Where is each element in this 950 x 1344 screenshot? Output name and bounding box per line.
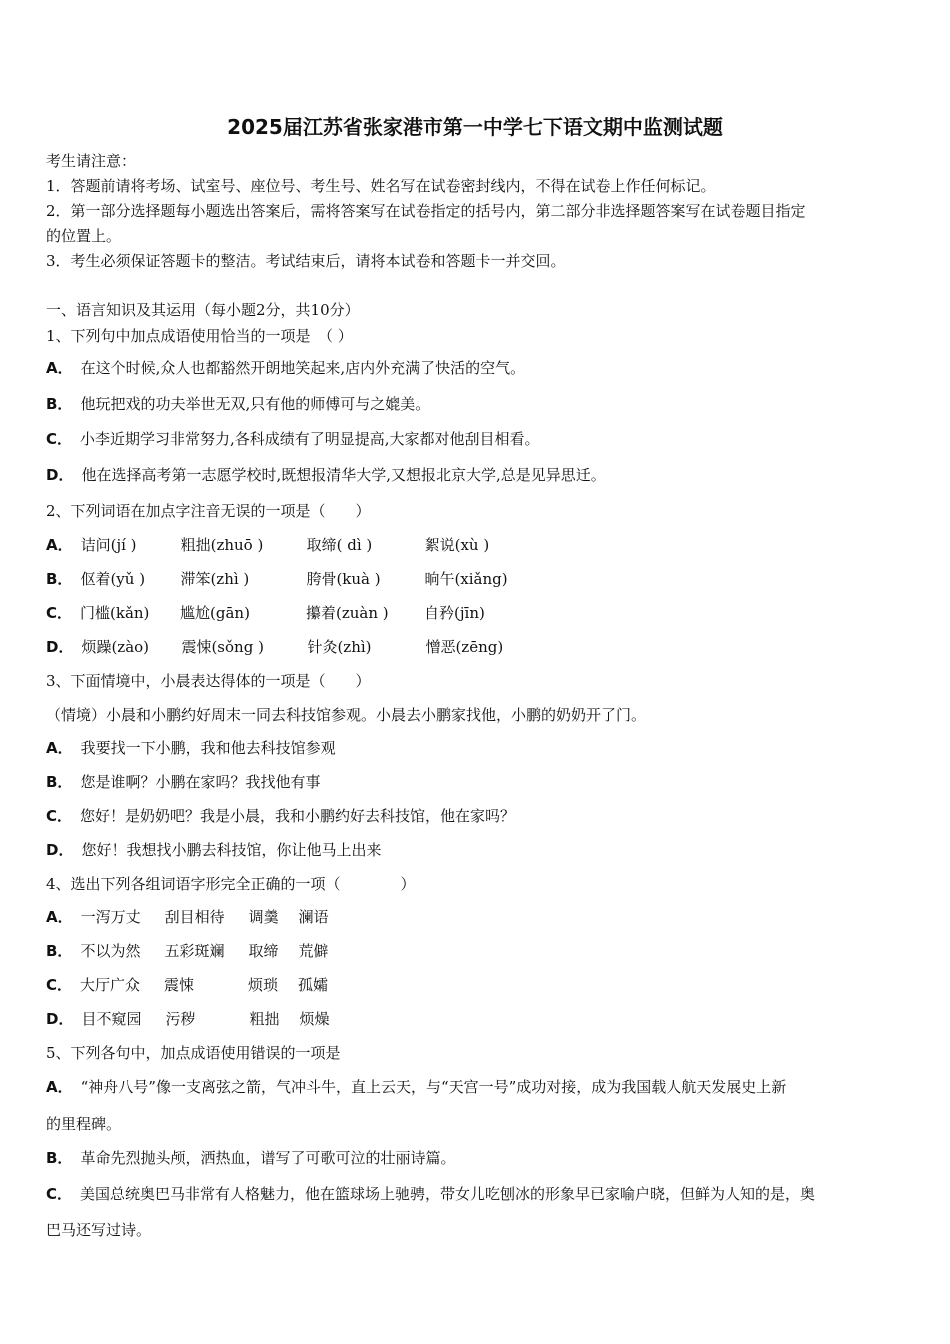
word: 澜语 xyxy=(298,908,329,926)
word: 五彩斑斓 xyxy=(164,942,225,960)
q3-stem: 3、下面情境中，小晨表达得体的一项是（ ） xyxy=(46,672,371,690)
q4-option-a xyxy=(46,907,910,927)
option-label: C． xyxy=(46,1185,73,1203)
option-text: “神舟八号”像一支离弦之箭，气冲斗牛，直上云天，与“天宫一号”成功对接，成为我国载人航天发展史上新 xyxy=(80,1078,787,1096)
option-text: 我要找一下小鹏，我和他去科技馆参观 xyxy=(80,739,336,757)
option-label: A． xyxy=(46,359,73,377)
word: 晌午(xiǎng) xyxy=(424,570,508,588)
q1-option-d xyxy=(46,465,910,485)
q4-option-c xyxy=(46,975,910,995)
option-text: 他玩把戏的功夫举世无双,只有他的师傅可与之媲美。 xyxy=(80,395,431,413)
option-label: A． xyxy=(46,536,73,554)
q4-stem: 4、选出下列各组词语字形完全正确的一项（ ） xyxy=(46,875,416,893)
option-label: B． xyxy=(46,570,73,588)
q5-option-c-cont: 巴马还写过诗。 xyxy=(46,1221,152,1239)
q5-stem: 5、下列各句中，加点成语使用错误的一项是 xyxy=(46,1044,341,1062)
option-label: D． xyxy=(46,638,74,656)
q3-option-b xyxy=(46,772,910,792)
q1-stem: 1、下列句中加点成语使用恰当的一项是 （ ） xyxy=(46,327,353,345)
option-label: B． xyxy=(46,942,73,960)
word: 诘问(jí ) xyxy=(80,536,137,554)
option-text: 在这个时候,众人也都豁然开朗地笑起来,店内外充满了快活的空气。 xyxy=(80,359,526,377)
word: 震悚 xyxy=(164,976,195,994)
notice-item-3: 3．考生必须保证答题卡的整洁。考试结束后，请将本试卷和答题卡一并交回。 xyxy=(46,252,566,270)
option-label: C． xyxy=(46,976,73,994)
q1-option-b xyxy=(46,394,910,414)
q3-context: （情境）小晨和小鹏约好周末一同去科技馆参观。小晨去小鹏家找他，小鹏的奶奶开了门。 xyxy=(46,706,647,724)
q3-option-c xyxy=(46,806,910,826)
word: 针灸(zhì) xyxy=(307,638,372,656)
word: 粗拙(zhuō ) xyxy=(180,536,264,554)
word: 污秽 xyxy=(165,1010,196,1028)
word: 滞笨(zhì ) xyxy=(180,570,250,588)
q2-stem: 2、下列词语在加点字注音无误的一项是（ ） xyxy=(46,502,371,520)
option-label: A． xyxy=(46,1078,73,1096)
word: 胯骨(kuà ) xyxy=(306,570,381,588)
notice-heading: 考生请注意： xyxy=(46,152,137,170)
option-label: B． xyxy=(46,395,73,413)
q2-option-b xyxy=(46,569,910,589)
option-text: 您好！是奶奶吧？我是小晨，我和小鹏约好去科技馆，他在家吗？ xyxy=(80,807,516,825)
word: 刮目相待 xyxy=(164,908,225,926)
word: 粗拙 xyxy=(249,1010,280,1028)
word: 大厅广众 xyxy=(80,976,141,994)
word: 调羹 xyxy=(248,908,279,926)
word: 一泻万丈 xyxy=(80,908,141,926)
q3-option-d xyxy=(46,840,910,860)
q3-option-a xyxy=(46,738,910,758)
word: 伛着(yǔ ) xyxy=(80,570,146,588)
word: 自矜(jīn) xyxy=(424,604,485,622)
option-text: 美国总统奥巴马非常有人格魅力，他在篮球场上驰骋，带女儿吃刨冰的形象早已家喻户晓，但鲜为人知的是，奥 xyxy=(80,1185,816,1203)
q5-option-c xyxy=(46,1184,910,1204)
option-label: D． xyxy=(46,466,74,484)
page-title: 2025届江苏省张家港市第一中学七下语文期中监测试题 xyxy=(227,115,723,139)
option-text: 您是谁啊？小鹏在家吗？我找他有事 xyxy=(80,773,321,791)
notice-item-2-cont: 的位置上。 xyxy=(46,227,122,245)
notice-item-2: 2．第一部分选择题每小题选出答案后，需将答案写在试卷指定的括号内，第二部分非选择题答案写在试卷题目指定 xyxy=(46,202,806,220)
word: 烦琐 xyxy=(248,976,279,994)
section-heading: 一、语言知识及其运用（每小题2分，共10分） xyxy=(46,301,360,319)
option-label: C． xyxy=(46,807,73,825)
word: 取缔 xyxy=(248,942,279,960)
word: 目不窥园 xyxy=(81,1010,142,1028)
word: 絮说(xù ) xyxy=(424,536,490,554)
option-text: 他在选择高考第一志愿学校时,既想报清华大学,又想报北京大学,总是见异思迁。 xyxy=(81,466,606,484)
option-text: 小李近期学习非常努力,各科成绩有了明显提高,大家都对他刮目相看。 xyxy=(80,430,540,448)
q5-option-a xyxy=(46,1077,910,1097)
option-label: A． xyxy=(46,739,73,757)
option-label: B． xyxy=(46,773,73,791)
q2-option-a xyxy=(46,535,910,555)
word: 荒僻 xyxy=(298,942,329,960)
word: 攥着(zuàn ) xyxy=(306,604,389,622)
q2-option-c xyxy=(46,603,910,623)
option-label: A． xyxy=(46,908,73,926)
option-text: 革命先烈抛头颅，洒热血，谱写了可歌可泣的壮丽诗篇。 xyxy=(80,1149,456,1167)
option-text: 您好！我想找小鹏去科技馆，你让他马上出来 xyxy=(81,841,382,859)
word: 憎恶(zēng) xyxy=(425,638,504,656)
option-label: B． xyxy=(46,1149,73,1167)
option-label: D． xyxy=(46,1010,74,1028)
word: 孤孀 xyxy=(298,976,329,994)
option-label: D． xyxy=(46,841,74,859)
q4-option-b xyxy=(46,941,910,961)
word: 烦躁(zào) xyxy=(81,638,150,656)
word: 不以为然 xyxy=(80,942,141,960)
q5-option-b xyxy=(46,1148,910,1168)
q5-option-a-cont: 的里程碑。 xyxy=(46,1115,122,1133)
q4-option-d xyxy=(46,1009,910,1029)
word: 尴尬(gān) xyxy=(180,604,250,622)
word: 震悚(sǒng ) xyxy=(181,638,264,656)
option-label: C． xyxy=(46,430,73,448)
q1-option-c xyxy=(46,429,910,449)
option-label: C． xyxy=(46,604,73,622)
q2-option-d xyxy=(46,637,910,657)
q1-option-a xyxy=(46,358,910,378)
word: 门槛(kǎn) xyxy=(80,604,150,622)
notice-item-1: 1．答题前请将考场、试室号、座位号、考生号、姓名写在试卷密封线内，不得在试卷上作任何标记。 xyxy=(46,177,716,195)
word: 烦燥 xyxy=(299,1010,330,1028)
word: 取缔( dì ) xyxy=(306,536,373,554)
